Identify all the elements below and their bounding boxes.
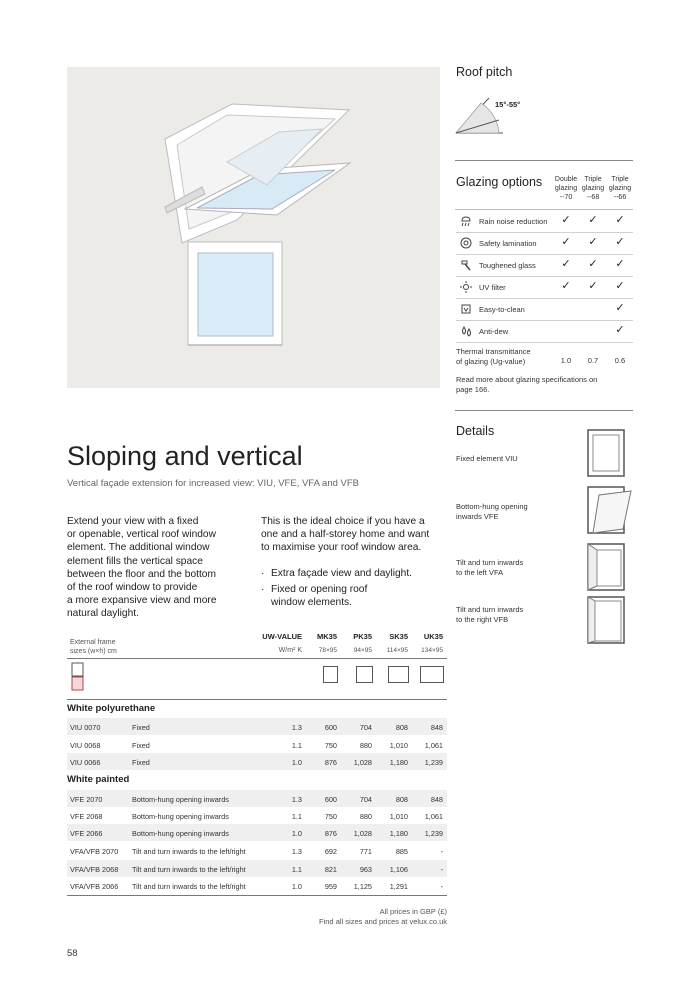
glazing-check: ✓ <box>588 258 598 270</box>
bullet-item: · Fixed or opening roof window elements. <box>261 584 368 609</box>
table-row: VFA/VFB 2068 Tilt and turn inwards to the left/right 1.1 821 963 1,106 - <box>67 860 447 877</box>
glazing-check: ✓ <box>615 280 625 292</box>
size-code: MK35 <box>316 632 337 641</box>
group-title: White polyurethane <box>67 703 156 714</box>
divider <box>67 658 447 659</box>
detail-label: Bottom-hung opening inwards VFE <box>456 502 528 521</box>
glazing-row-label: Toughened glass <box>479 261 536 270</box>
glazing-check: ✓ <box>561 258 571 270</box>
table-row: VFE 2070 Bottom-hung opening inwards 1.3 600 704 808 848 <box>67 790 447 807</box>
glazing-check: ✓ <box>615 236 625 248</box>
sun-icon <box>459 280 473 294</box>
thermal-value: 0.7 <box>587 356 599 365</box>
price-footer: All prices in GBP (£) Find all sizes and prices at velux.co.uk <box>319 907 447 926</box>
product-image <box>67 67 440 388</box>
glazing-row <box>456 320 633 343</box>
roof-pitch-title: Roof pitch <box>456 65 513 79</box>
glazing-check: ✓ <box>561 280 571 292</box>
table-row: VFE 2068 Bottom-hung opening inwards 1.1 750 880 1,010 1,061 <box>70 812 443 821</box>
uw-header: UW-VALUE <box>262 632 302 641</box>
glazing-col-1: Double glazing --70 <box>554 176 578 201</box>
bottom-hung-icon <box>585 485 635 537</box>
glazing-check: ✓ <box>561 214 571 226</box>
table-row: VFA/VFB 2066 Tilt and turn inwards to the left/right 1.0 959 1,125 1,291 - <box>70 882 443 891</box>
size-icon-uk35 <box>420 666 444 683</box>
page-subtitle: Vertical façade extension for increased view: VIU, VFE, VFA and VFB <box>67 478 360 489</box>
roof-pitch-range: 15°-55° <box>495 100 521 109</box>
glazing-check: ✓ <box>615 324 625 336</box>
table-row: VFE 2066 Bottom-hung opening inwards 1.0 876 1,028 1,180 1,239 <box>67 824 447 841</box>
size-icon-mk35 <box>323 666 338 683</box>
divider <box>67 895 447 896</box>
glazing-row <box>456 232 633 255</box>
size-code: UK35 <box>423 632 443 641</box>
hammer-icon <box>459 258 473 272</box>
glazing-check: ✓ <box>615 258 625 270</box>
glazing-options-title: Glazing options <box>456 175 543 189</box>
glazing-check: ✓ <box>588 214 598 226</box>
fixed-element-icon <box>585 428 627 480</box>
intro-column-2: This is the ideal choice if you have a one and a half-storey home and want to maximise your roof window area. <box>261 516 430 554</box>
detail-label: Tilt and turn inwards to the left VFA <box>456 558 524 577</box>
divider <box>455 160 633 161</box>
group-title: White painted <box>67 774 130 785</box>
bullet-list <box>261 567 451 610</box>
frame-size-label: External frame sizes (w×h) cm <box>70 639 117 655</box>
table-row: VIU 0066 Fixed 1.0 876 1,028 1,180 1,239 <box>67 753 447 770</box>
thermal-value: 0.6 <box>614 356 626 365</box>
glazing-row-label: Anti-dew <box>479 327 509 336</box>
thermal-label: Thermal transmittance of glazing (Ug-value) <box>456 347 531 366</box>
glazing-row-label: UV filter <box>479 283 506 292</box>
glazing-check: ✓ <box>615 214 625 226</box>
glazing-row-label: Rain noise reduction <box>479 217 548 226</box>
glazing-col-2: Triple glazing --68 <box>581 176 605 201</box>
easy-clean-icon <box>459 302 473 316</box>
detail-label: Fixed element VIU <box>456 454 518 463</box>
uw-unit: W/m² K <box>278 647 302 654</box>
tilt-turn-right-icon <box>585 595 627 647</box>
glazing-check: ✓ <box>615 302 625 314</box>
glazing-col-3: Triple glazing --66 <box>608 176 632 201</box>
glazing-row <box>456 298 633 321</box>
table-row: VFA/VFB 2070 Tilt and turn inwards to the left/right 1.3 692 771 885 - <box>70 847 443 856</box>
glazing-check: ✓ <box>588 236 598 248</box>
size-dim: 114×95 <box>386 647 408 654</box>
divider <box>455 410 633 411</box>
size-icon-pk35 <box>356 666 373 683</box>
tilt-turn-left-icon <box>585 542 627 594</box>
window-illustration <box>67 67 440 388</box>
size-code: PK35 <box>353 632 372 641</box>
divider <box>67 699 447 700</box>
thermal-value: 1.0 <box>560 356 572 365</box>
glazing-row <box>456 254 633 277</box>
glazing-row <box>456 210 633 233</box>
table-row: VIU 0068 Fixed 1.1 750 880 1,010 1,061 <box>70 741 443 750</box>
intro-column-1: Extend your view with a fixed or openable, vertical roof window element. The additional window element fills the vertical space between the floor and the bottom of the roof window to provide a more expansive view and more natural daylight. <box>67 516 217 620</box>
rain-noise-icon <box>459 214 473 228</box>
bullet-item: · Extra façade view and daylight. <box>261 568 413 579</box>
glazing-row <box>456 276 633 299</box>
size-dim: 78×95 <box>318 647 337 654</box>
size-code: SK35 <box>389 632 408 641</box>
table-row: VIU 0070 Fixed 1.3 600 704 808 848 <box>67 718 447 735</box>
glazing-check: ✓ <box>588 280 598 292</box>
page-title: Sloping and vertical <box>67 441 303 471</box>
details-title: Details <box>456 424 495 438</box>
roof-pitch-icon <box>455 90 505 136</box>
glazing-note: Read more about glazing specifications on page 166. <box>456 375 598 394</box>
glazing-row-label: Easy-to-clean <box>479 305 525 314</box>
dew-drops-icon <box>459 324 473 338</box>
size-dim: 94×95 <box>353 647 372 654</box>
size-dim: 134×95 <box>421 647 443 654</box>
page-number: 58 <box>67 948 78 959</box>
detail-label: Tilt and turn inwards to the right VFB <box>456 605 524 624</box>
glazing-check: ✓ <box>561 236 571 248</box>
size-icon-sk35 <box>388 666 409 683</box>
glazing-row-label: Safety lamination <box>479 239 537 248</box>
window-combo-icon <box>70 662 86 692</box>
safety-lamination-icon <box>459 236 473 250</box>
